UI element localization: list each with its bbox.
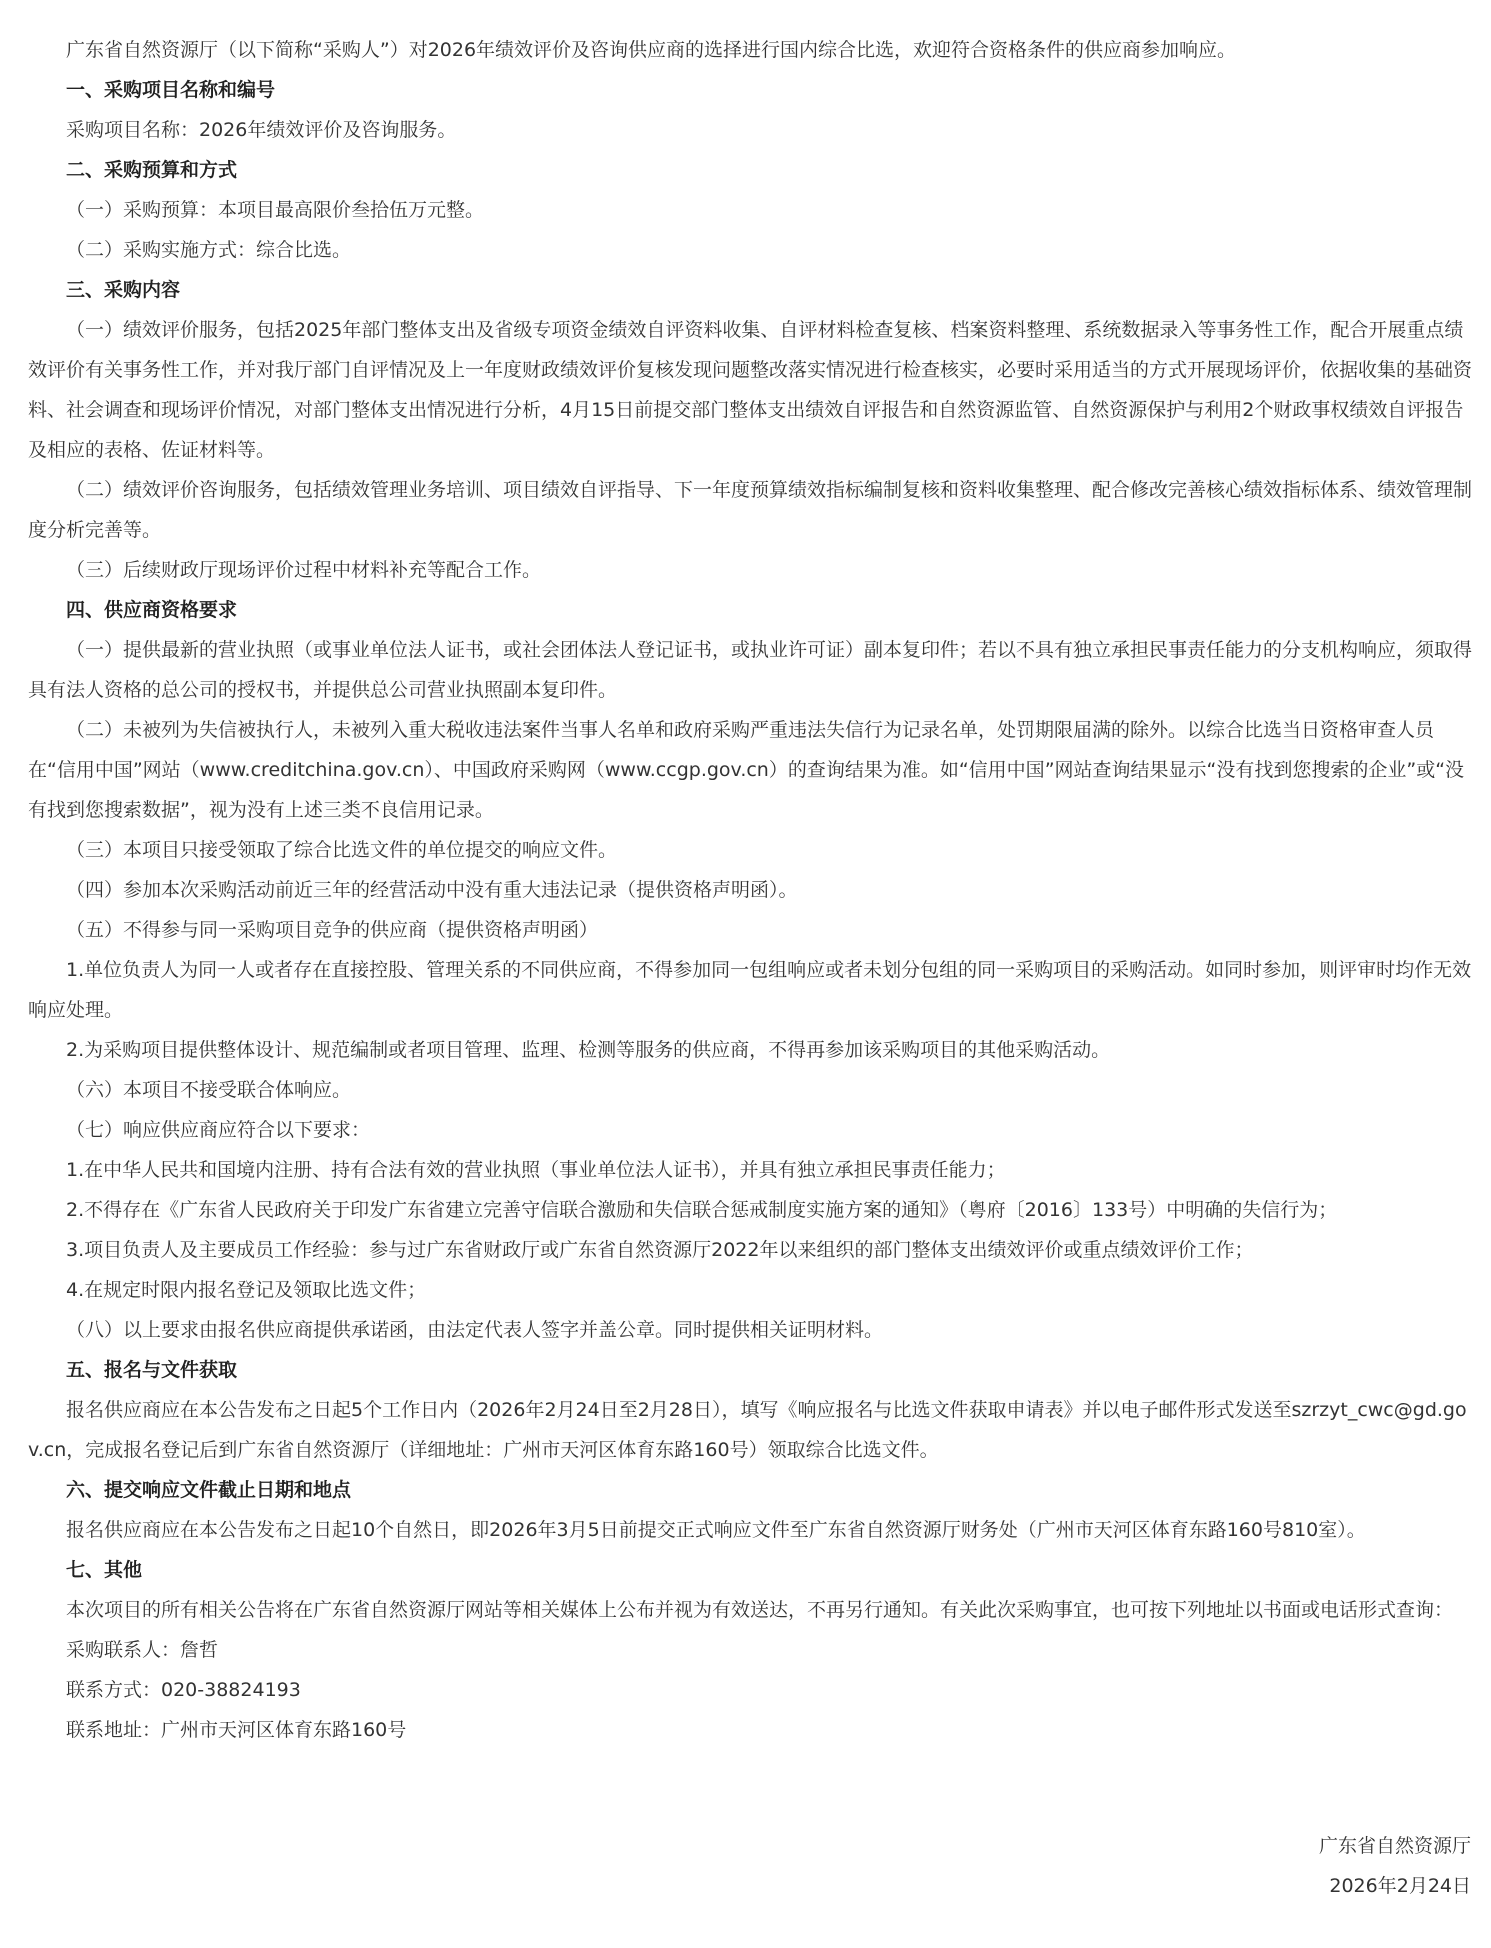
- section-heading: 四、供应商资格要求: [66, 599, 238, 621]
- paragraph: （五）不得参与同一采购项目竞争的供应商（提供资格声明函）: [66, 919, 599, 941]
- signature-org: 广东省自然资源厅: [1318, 1835, 1471, 1857]
- section-heading: 二、采购预算和方式: [66, 159, 238, 181]
- signature-date: 2026年2月24日: [1329, 1875, 1471, 1897]
- paragraph: 采购项目名称：2026年绩效评价及咨询服务。: [66, 119, 457, 141]
- paragraph: （二）未被列为失信被执行人，未被列入重大税收违法案件当事人名单和政府采购严重违法失信行为记录名单，处罚期限届满的除外。以综合比选当日资格审查人员在“信用中国”网站（www.creditchina.gov.cn）、中国政府采购网（www.ccgp.gov.cn）的查询结果为准。如“信用中国”网站查询结果显示“没有找到您搜索的企业”或“没有找到您搜索数据”，视为没有上述三类不良信用记录。: [28, 719, 1465, 821]
- paragraph: （三）本项目只接受领取了综合比选文件的单位提交的响应文件。: [66, 839, 618, 861]
- announcement-body: [28, 30, 1472, 1750]
- paragraph: 2.为采购项目提供整体设计、规范编制或者项目管理、监理、检测等服务的供应商，不得再参加该采购项目的其他采购活动。: [66, 1039, 1111, 1061]
- paragraph: （一）绩效评价服务，包括2025年部门整体支出及省级专项资金绩效自评资料收集、自评材料检查复核、档案资料整理、系统数据录入等事务性工作，配合开展重点绩效评价有关事务性工作，并对我厅部门自评情况及上一年度财政绩效评价复核发现问题整改落实情况进行检查核实，必要时采用适当的方式开展现场评价，依据收集的基础资料、社会调查和现场评价情况，对部门整体支出情况进行分析，4月15日前提交部门整体支出绩效自评报告和自然资源监管、自然资源保护与利用2个财政事权绩效自评报告及相应的表格、佐证材料等。: [28, 319, 1473, 461]
- paragraph: 1.在中华人民共和国境内注册、持有合法有效的营业执照（事业单位法人证书），并具有独立承担民事责任能力；: [66, 1159, 1006, 1181]
- section-heading: 五、报名与文件获取: [66, 1359, 238, 1381]
- paragraph: 本次项目的所有相关公告将在广东省自然资源厅网站等相关媒体上公布并视为有效送达，不再另行通知。有关此次采购事宜，也可按下列地址以书面或电话形式查询：: [66, 1599, 1454, 1621]
- paragraph: （四）参加本次采购活动前近三年的经营活动中没有重大违法记录（提供资格声明函）。: [66, 879, 798, 901]
- paragraph: 联系地址：广州市天河区体育东路160号: [66, 1719, 407, 1741]
- paragraph: （三）后续财政厅现场评价过程中材料补充等配合工作。: [66, 559, 542, 581]
- paragraph: 3.项目负责人及主要成员工作经验：参与过广东省财政厅或广东省自然资源厅2022年以来组织的部门整体支出绩效评价或重点绩效评价工作；: [66, 1239, 1254, 1261]
- paragraph: （一）提供最新的营业执照（或事业单位法人证书，或社会团体法人登记证书，或执业许可证）副本复印件；若以不具有独立承担民事责任能力的分支机构响应，须取得具有法人资格的总公司的授权书，并提供总公司营业执照副本复印件。: [28, 639, 1473, 701]
- paragraph: （六）本项目不接受联合体响应。: [66, 1079, 352, 1101]
- paragraph: 报名供应商应在本公告发布之日起10个自然日，即2026年3月5日前提交正式响应文件至广东省自然资源厅财务处（广州市天河区体育东路160号810室）。: [66, 1519, 1366, 1541]
- paragraph: 2.不得存在《广东省人民政府关于印发广东省建立完善守信联合激励和失信联合惩戒制度实施方案的通知》（粤府〔2016〕133号）中明确的失信行为；: [66, 1199, 1338, 1221]
- paragraph: （二）采购实施方式：综合比选。: [66, 239, 352, 261]
- signature-block: [1319, 1826, 1471, 1906]
- section-heading: 一、采购项目名称和编号: [66, 79, 276, 101]
- paragraph: 广东省自然资源厅（以下简称“采购人”）对2026年绩效评价及咨询供应商的选择进行国内综合比选，欢迎符合资格条件的供应商参加响应。: [66, 39, 1237, 61]
- paragraph: （一）采购预算：本项目最高限价叁拾伍万元整。: [66, 199, 485, 221]
- paragraph: （七）响应供应商应符合以下要求：: [66, 1119, 371, 1141]
- paragraph: 采购联系人：詹哲: [66, 1639, 219, 1661]
- paragraph: 报名供应商应在本公告发布之日起5个工作日内（2026年2月24日至2月28日），填写《响应报名与比选文件获取申请表》并以电子邮件形式发送至szrzyt_cwc@gd.gov.cn，完成报名登记后到广东省自然资源厅（详细地址：广州市天河区体育东路160号）领取综合比选文件。: [28, 1399, 1467, 1461]
- section-heading: 六、提交响应文件截止日期和地点: [66, 1479, 352, 1501]
- section-heading: 三、采购内容: [66, 279, 181, 301]
- paragraph: 1.单位负责人为同一人或者存在直接控股、管理关系的不同供应商，不得参加同一包组响应或者未划分包组的同一采购项目的采购活动。如同时参加，则评审时均作无效响应处理。: [28, 959, 1472, 1021]
- paragraph: （八）以上要求由报名供应商提供承诺函，由法定代表人签字并盖公章。同时提供相关证明材料。: [66, 1319, 884, 1341]
- paragraph: （二）绩效评价咨询服务，包括绩效管理业务培训、项目绩效自评指导、下一年度预算绩效指标编制复核和资料收集整理、配合修改完善核心绩效指标体系、绩效管理制度分析完善等。: [28, 479, 1473, 541]
- section-heading: 七、其他: [66, 1559, 143, 1581]
- paragraph: 4.在规定时限内报名登记及领取比选文件；: [66, 1279, 427, 1301]
- paragraph: 联系方式：020-38824193: [66, 1679, 301, 1701]
